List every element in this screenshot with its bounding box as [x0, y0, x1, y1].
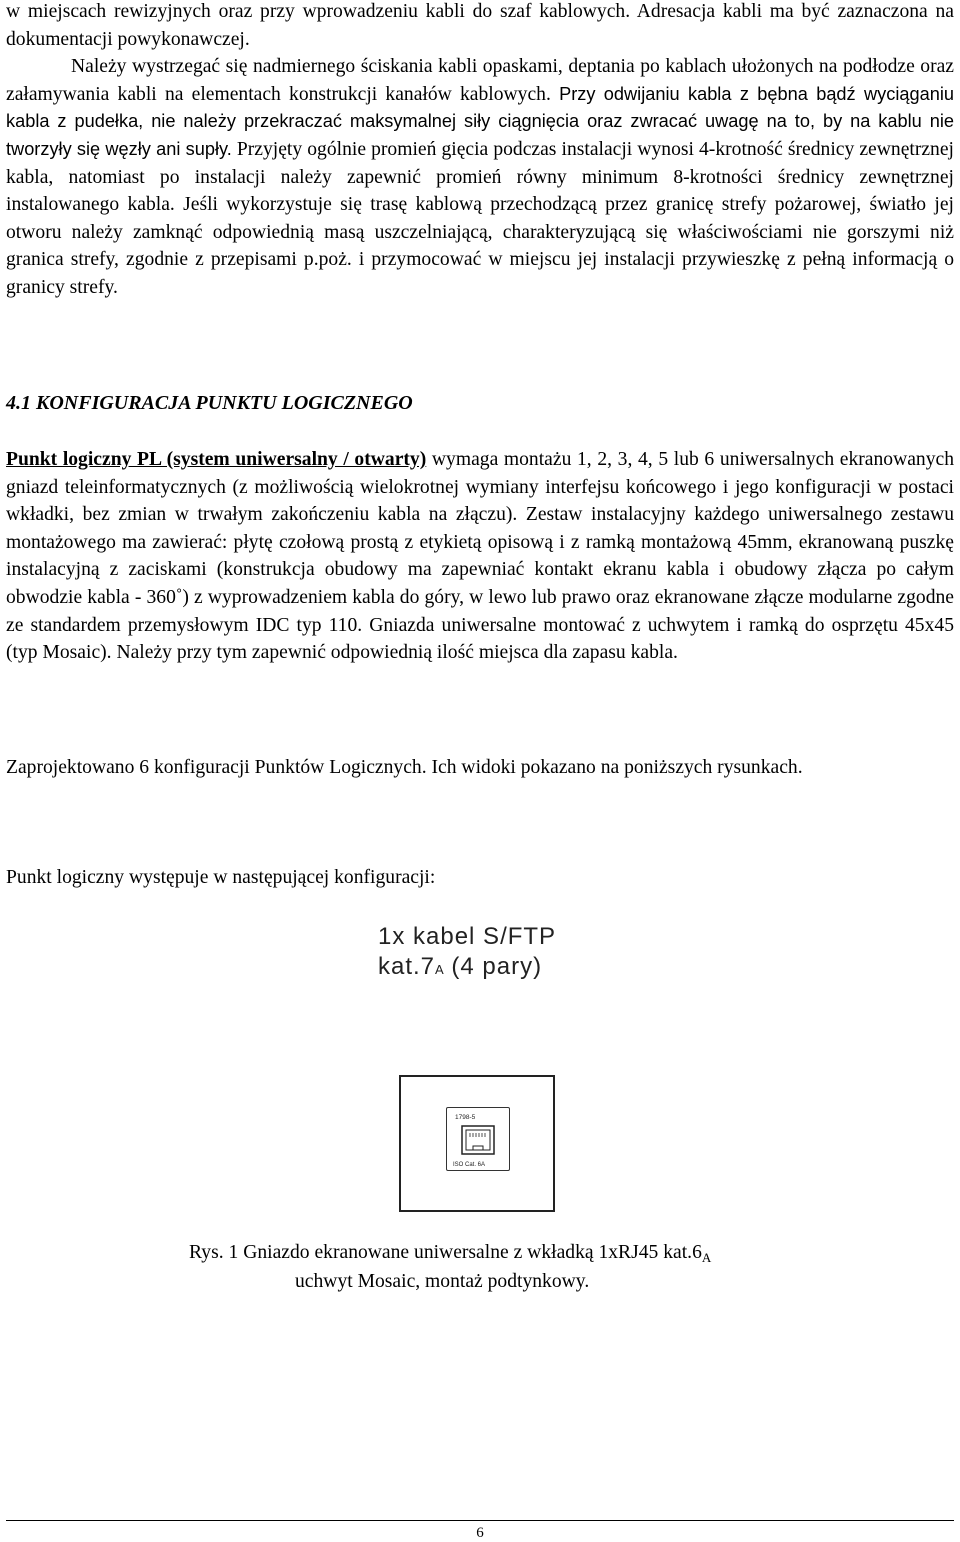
socket-faceplate [399, 1075, 555, 1212]
figure-label-cat: kat.7 [378, 953, 436, 980]
cable-pulling-text: Przy odwijaniu kabla z bębna bądź wyciąganiu kabla z pudełka, nie należy przekraczać maksymalnej siły ciągnięcia oraz zwracać uwagę na to, by na kablu nie tworzyły się węzły ani supły. [6, 83, 954, 159]
figure-label-line1: 1x kabel S/FTP [378, 923, 557, 950]
paragraph-cable-care [6, 53, 954, 301]
figure-caption [189, 1239, 711, 1296]
section-heading: 4.1 KONFIGURACJA PUNKTU LOGICZNEGO [6, 392, 413, 414]
insert-category: ISO Cat. 6A [453, 1162, 486, 1168]
paragraph-configurations: Zaprojektowano 6 konfiguracji Punktów Logicznych. Ich widoki pokazano na poniższych rysunkach. [6, 757, 803, 778]
caption-text: Rys. 1 Gniazdo ekranowane uniwersalne z wkładką 1xRJ45 kat.6 [189, 1242, 702, 1263]
figure-label-cat-sub: A [435, 962, 444, 977]
footer-divider [6, 1520, 954, 1521]
figure-cable-label [378, 922, 556, 985]
caption-line2: uchwyt Mosaic, montaż podtynkowy. [295, 1271, 590, 1292]
logical-point-lead: Punkt logiczny PL (system uniwersalny / otwarty) [6, 449, 427, 470]
caption-sub: A [701, 1250, 712, 1265]
bending-radius-text: Przyjęty ogólnie promień gięcia podczas instalacji wynosi 4-krotność średnicy zewnętrznej kabla, natomiast po instalacji należy zapewnić promień równy minimum 8-krotności średnicy zewnętrznej instalowanego kabla. Jeśli wykorzystuje się trasę kablową przechodzącą przez granicę strefy pożarowej, światło jej otworu należy zamknąć odpowiednią masą uszczelniającą, charakteryzującą się właściwościami nie gorszymi niż granica strefy, zgodnie z przepisami p.poż. i przymocować w miejscu jej instalacji przywieszkę z pełną informacją o granicy strefy. [6, 138, 954, 298]
paragraph-cabling-guidelines [6, 0, 954, 302]
figure-label-line2 [378, 952, 556, 985]
caption-line1 [189, 1242, 711, 1263]
rj45-port-icon [461, 1125, 495, 1155]
logical-point-body: wymaga montażu 1, 2, 3, 4, 5 lub 6 uniwersalnych ekranowanych gniazd teleinformatycznych (z możliwością wielokrotnej wymiany interfejsu końcowego i jego konfiguracji w postaci wkładki, bez zmian w trwałym zakończeniu kabla na złączu). Zestaw instalacyjny każdego uniwersalnego zestawu montażowego ma zawierać: płytę czołową prostą z etykietą opisową i z ramką montażową 45mm, ekranowaną puszkę instalacyjną z zaciskami (konstrukcja obudowy ma zapewniać kontakt ekranu kabla i obudowy złącza po całym obwodzie kabla - 360˚) z wyprowadzeniem kabla do góry, w lewo lub prawo oraz ekranowane złącze modularne zgodne ze standardem przemysłowym IDC typ 110. Gniazda uniwersalne montować z uchwytem i ramką do osprzętu 45x45 (typ Mosaic). Należy przy tym zapewnić odpowiednią ilość miejsca dla zapasu kabla. [6, 449, 955, 664]
cable-care-text: Należy wystrzegać się nadmiernego ściskania kabli opaskami, deptania po kablach ułożonych na podłodze oraz załamywania kabli na elementach konstrukcji kanałów kablowych. [6, 56, 954, 105]
paragraph-addressing: w miejscach rewizyjnych oraz przy wprowadzeniu kabli do szaf kablowych. Adresacja kabli ma być zaznaczona na dokumentacji powykonawczej. [6, 1, 954, 50]
paragraph-logical-point [6, 446, 954, 667]
socket-insert [446, 1107, 510, 1171]
paragraph-configuration-intro: Punkt logiczny występuje w następującej konfiguracji: [6, 867, 436, 888]
figure-label-pairs: (4 pary) [443, 953, 543, 980]
insert-part-number: 1798-5 [455, 1114, 476, 1121]
page-number: 6 [476, 1525, 484, 1541]
